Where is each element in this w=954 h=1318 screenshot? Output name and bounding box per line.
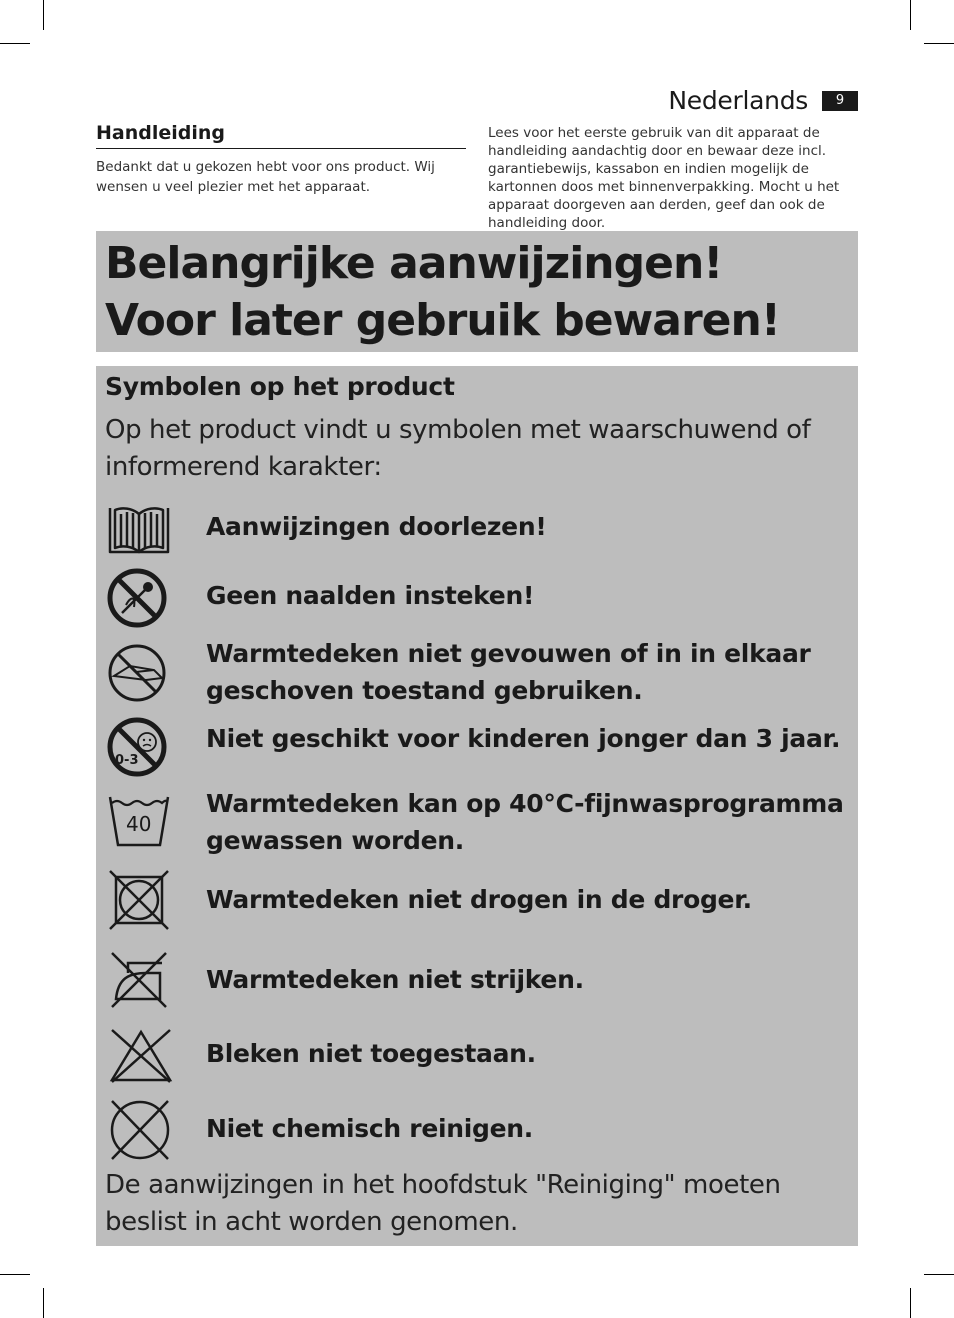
book-icon [106, 502, 176, 558]
crop-mark [0, 1274, 30, 1275]
symbols-intro: Op het product vindt u symbolen met waarschuwend of informerend karakter: [105, 415, 811, 482]
crop-mark [43, 1288, 44, 1318]
intro-section [96, 122, 466, 197]
headline-line-1: Belangrijke aanwijzingen! [105, 238, 723, 289]
no-bleach-icon [106, 1026, 176, 1084]
age-0-3-prohibited-icon [106, 716, 176, 778]
crop-mark [924, 1274, 954, 1275]
symbol-label: Niet geschikt voor kinderen jonger dan 3 jaar. [206, 724, 841, 753]
symbol-label: Warmtedeken kan op 40°C-fijnwasprogramma gewassen worden. [206, 789, 844, 855]
crop-mark [910, 1288, 911, 1318]
no-tumble-dry-icon [106, 869, 176, 931]
cleaning-note: De aanwijzingen in het hoofdstuk "Reiniging" moeten beslist in acht worden genomen. [105, 1170, 781, 1237]
wash-40-icon [106, 793, 176, 849]
no-folding-icon [106, 642, 176, 704]
crop-mark [924, 43, 954, 44]
crop-mark [43, 0, 44, 30]
crop-mark [0, 43, 30, 44]
symbols-title: Symbolen op het product [105, 372, 455, 401]
symbol-label: Aanwijzingen doorlezen! [206, 512, 547, 541]
language-label: Nederlands [668, 86, 808, 115]
headline-box [96, 231, 858, 352]
page-number: 9 [822, 91, 858, 111]
symbol-label: Niet chemisch reinigen. [206, 1114, 533, 1143]
language-header [668, 86, 858, 115]
wash-temp-text: 40 [126, 812, 152, 836]
intro-title: Handleiding [96, 122, 466, 149]
headline-line-2: Voor later gebruik bewaren! [105, 295, 780, 346]
symbols-section [96, 366, 858, 1246]
intro-left-text: Bedankt dat u gekozen hebt voor ons product. Wij wensen u veel plezier met het apparaat. [96, 159, 435, 195]
symbol-label: Warmtedeken niet strijken. [206, 965, 584, 994]
symbol-label: Bleken niet toegestaan. [206, 1039, 536, 1068]
symbol-label: Warmtedeken niet drogen in de droger. [206, 885, 752, 914]
symbol-label: Warmtedeken niet gevouwen of in in elkaar geschoven toestand gebruiken. [206, 639, 811, 705]
no-dry-clean-icon [106, 1097, 176, 1163]
symbol-label: Geen naalden insteken! [206, 581, 535, 610]
crop-mark [910, 0, 911, 30]
intro-right-text: Lees voor het eerste gebruik van dit apparaat de handleiding aandachtig door en bewaar deze incl. garantiebewijs, kassabon en indien mogelijk de kartonnen doos met binnenverpakking. Mocht u het apparaat doorgeven aan derden, geef dan ook de handleiding door. [488, 125, 840, 231]
age-range-text: 0-3 [115, 753, 139, 768]
no-needles-icon [106, 567, 176, 629]
no-iron-icon [106, 949, 176, 1011]
